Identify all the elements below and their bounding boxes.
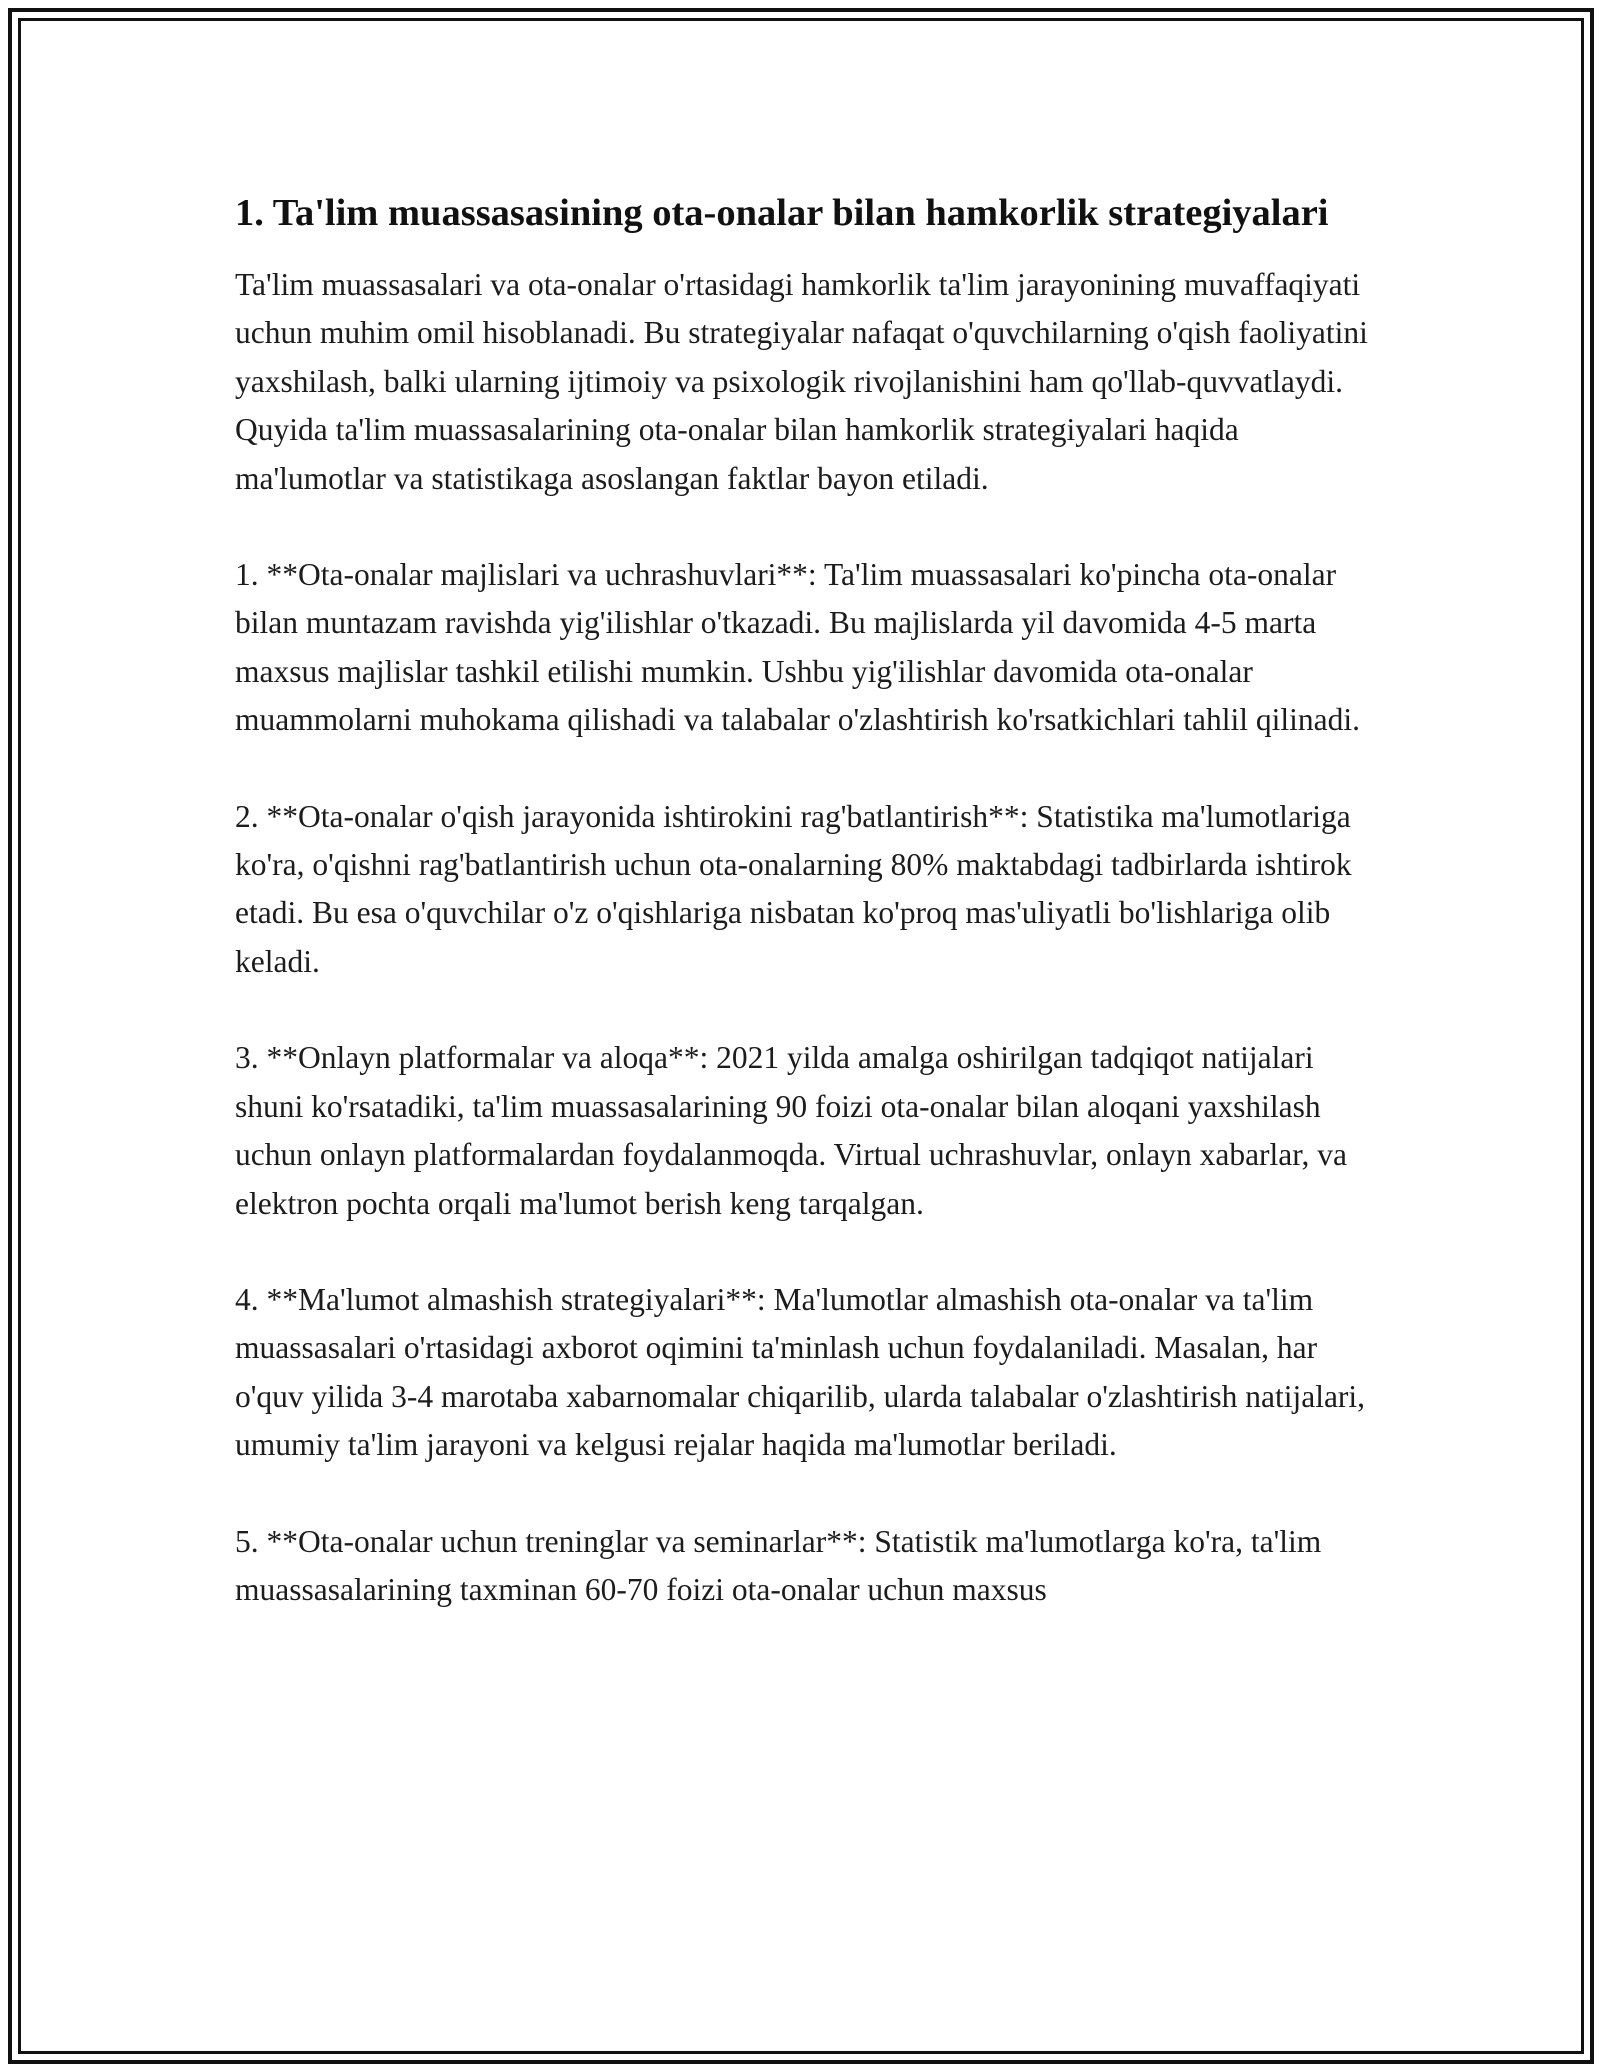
list-item-4-paragraph: 4. **Ma'lumot almashish strategiyalari**: Ma'lumotlar almashish ota-onalar va ta'lim muassasalari o'rtasidagi axborot oqimini ta'minlash uchun foydalaniladi. Masalan, har o'quv yilida 3-4 marotaba xabarnomalar chiqarilib, ularda talabalar o'zlashtirish natijalari, umumiy ta'lim jarayoni va kelgusi rejalar haqida ma'lumotlar beriladi. bbox=[235, 1281, 1366, 1463]
intro-paragraph: Ta'lim muassasalari va ota-onalar o'rtasidagi hamkorlik ta'lim jarayonining muvaffaqiyati uchun muhim omil hisoblanadi. Bu strategiyalar nafaqat o'quvchilarning o'qish faoliyatini yaxshilash, balki ularning ijtimoiy va psixologik rivojlanishini ham qo'llab-quvvatlaydi. Quyida ta'lim muassasalarining ota-onalar bilan hamkorlik strategiyalari haqida ma'lumotlar va statistikaga asoslangan faktlar bayon etiladi. bbox=[235, 267, 1368, 496]
list-item-5-paragraph: 5. **Ota-onalar uchun treninglar va seminarlar**: Statistik ma'lumotlarga ko'ra, ta'lim muassasalarining taxminan 60-70 foizi ota-onalar uchun maxsus bbox=[235, 1523, 1322, 1607]
document-body bbox=[235, 185, 1375, 1662]
list-item-1-paragraph: 1. **Ota-onalar majlislari va uchrashuvlari**: Ta'lim muassasalari ko'pincha ota-onalar bilan muntazam ravishda yig'ilishlar o'tkazadi. Bu majlislarda yil davomida 4-5 marta maxsus majlislar tashkil etilishi mumkin. Ushbu yig'ilishlar davomida ota-onalar muammolarni muhokama qilishadi va talabalar o'zlashtirish ko'rsatkichlari tahlil qilinadi. bbox=[235, 557, 1360, 738]
section-title: 1. Ta'lim muassasasining ota-onalar bilan hamkorlik strategiyalari bbox=[235, 192, 1329, 234]
list-item-2-paragraph: 2. **Ota-onalar o'qish jarayonida ishtirokini rag'batlantirish**: Statistika ma'lumotlariga ko'ra, o'qishni rag'batlantirish uchun ota-onalarning 80% maktabdagi tadbirlarda ishtirok etadi. Bu esa o'quvchilar o'z o'qishlariga nisbatan ko'proq mas'uliyatli bo'lishlariga olib keladi. bbox=[235, 798, 1352, 979]
list-item-3-paragraph: 3. **Onlayn platformalar va aloqa**: 2021 yilda amalga oshirilgan tadqiqot natijalari shuni ko'rsatadiki, ta'lim muassasalarining 90 foizi ota-onalar bilan aloqani yaxshilash uchun onlayn platformalardan foydalanmoqda. Virtual uchrashuvlar, onlayn xabarlar, va elektron pochta orqali ma'lumot berish keng tarqalgan. bbox=[235, 1040, 1347, 1221]
